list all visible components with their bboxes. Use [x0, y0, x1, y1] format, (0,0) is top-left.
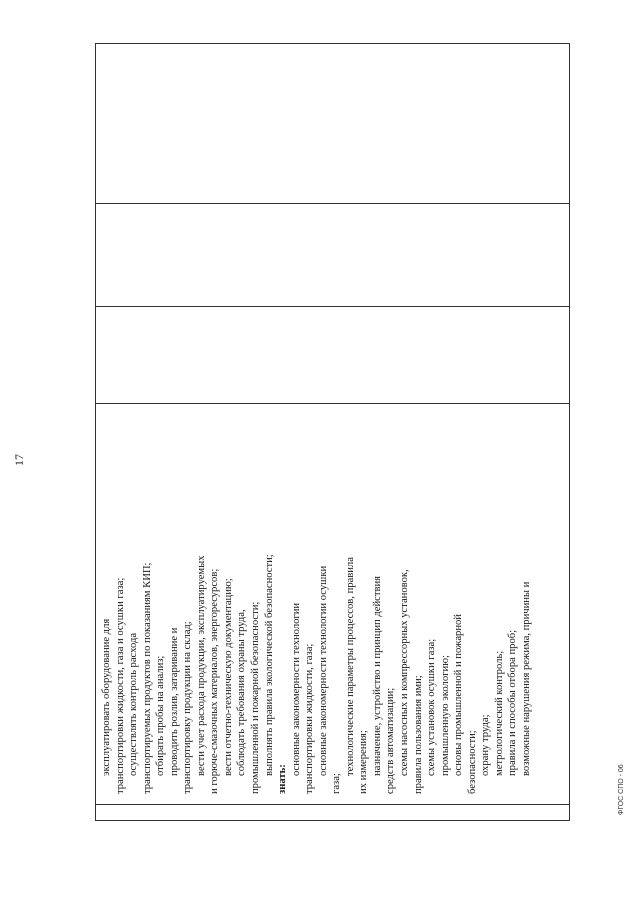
text-line: метрологический контроль; — [493, 650, 505, 776]
text-line: отбирать пробы на анализ; — [155, 655, 167, 776]
text-line: охрану труда; — [480, 714, 492, 776]
footer-code: ФГОС СПО - 06 — [618, 764, 625, 815]
text-line: вести отчетно-техническую документацию; — [222, 578, 234, 776]
text-line: и горюче-смазочных материалов, энергоресурсов; — [209, 568, 221, 794]
text-line: основные закономерности технологии осушки — [317, 565, 329, 776]
text-line: возможные нарушения режима, причины и — [520, 581, 532, 776]
text-line: правила пользования ими; — [412, 675, 424, 794]
text-line: проводить розлив, затаривание и — [168, 627, 180, 776]
text-line: осуществлять контроль расхода — [128, 632, 140, 776]
text-line: эксплуатировать оборудование для — [101, 618, 112, 776]
text-line: выполнять правила экологической безопасности; — [263, 554, 275, 776]
text-line: безопасности; — [466, 730, 478, 794]
text-line: промышленной и пожарной безопасности; — [250, 601, 262, 794]
column-divider-3 — [96, 306, 569, 307]
text-line: транспортировки жидкости, газа; — [304, 643, 316, 794]
column-divider-1 — [96, 804, 569, 805]
text-line: схемы насосных и компрессорных установок, — [399, 569, 411, 776]
text-line: транспортировки жидкости, газа и осушки газа; — [114, 577, 126, 794]
column-divider-4 — [96, 203, 569, 204]
text-line: промышленную экологию; — [439, 655, 451, 776]
text-line: соблюдать требования охраны труда, — [236, 609, 248, 776]
text-line: правила и способы отбора проб; — [507, 629, 519, 776]
text-line: вести учет расхода продукции, эксплуатируемых — [195, 555, 207, 776]
text-line: основные закономерности технологии — [290, 602, 302, 776]
text-line: технологические параметры процессов, правила — [344, 557, 356, 776]
text-line: газа; — [331, 773, 343, 794]
text-line: назначение, устройство и принцип действия — [371, 575, 383, 776]
text-line: знать: — [277, 764, 289, 794]
competency-table — [95, 43, 570, 821]
text-line: их измерения; — [358, 730, 370, 794]
text-line: средств автоматизации; — [385, 687, 397, 794]
text-line: схемы установок осушки газа; — [426, 638, 438, 776]
text-line: транспортируемых продуктов по показаниям КИП; — [141, 562, 153, 794]
text-line: основы промышленной и пожарной — [453, 614, 465, 776]
knowledge-skills-cell — [100, 404, 534, 794]
page-number: 17 — [12, 454, 26, 466]
text-line: транспортировку продукции на склад; — [182, 621, 194, 794]
